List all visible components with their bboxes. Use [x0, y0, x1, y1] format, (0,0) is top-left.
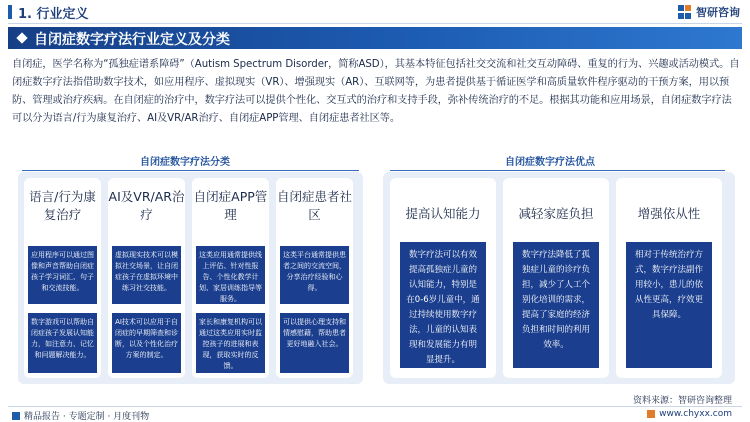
intro-paragraph: 自闭症，医学名称为“孤独症谱系障碍”（Autism Spectrum Disorder，简称ASD），其基本特征包括社交交流和社交互动障碍、重复的行为、兴趣或活动模式。自闭症数字疗法指借助数字技术，如应用程序、虚拟现实（VR）、增强现实（AR）、互联网等，为患者提供基于循证医学和高质量软件程序驱动的干预方案，用以预防、管理或治疗疾病。在自闭症的治疗中，数字疗法可以提供个性化、交互式的治疗和支持手段，弥补传统治疗的不足。根据其功能和应用场景，自闭症数字疗法可以分为语言/行为康复治疗、AI及VR/AR治疗、自闭症APP管理、自闭症患者社区等。	[12, 59, 740, 124]
top-bar	[0, 0, 750, 24]
advantage-title: 减轻家庭负担	[518, 206, 594, 221]
advantages-divider	[390, 170, 725, 171]
section-marker	[8, 5, 12, 19]
category-card	[276, 178, 353, 378]
category-title: 自闭症患者社区	[276, 189, 352, 222]
footer-website[interactable]: www.chyxx.com	[659, 409, 732, 419]
advantage-desc: 相对于传统治疗方式，数字疗法副作用较小，患儿的依从性更高，疗效更具保障。	[626, 242, 712, 368]
advantage-card	[390, 178, 496, 378]
diamond-icon	[16, 32, 27, 43]
category-card	[192, 178, 269, 378]
advantages-label: 自闭症数字疗法优点	[505, 157, 595, 168]
category-card	[108, 178, 185, 378]
advantage-card	[616, 178, 722, 378]
category-title: AI及VR/AR治疗	[108, 189, 185, 222]
advantage-desc: 数字疗法降低了孤独症儿童的诊疗负担，减少了人工个别化培训的需求，提高了家庭的经济负担和时间的利用效率。	[513, 242, 599, 368]
logo-icon	[678, 5, 692, 19]
footer-right[interactable]	[647, 409, 732, 419]
footer	[0, 406, 750, 422]
classification-divider	[22, 170, 359, 171]
logo-text: 智研咨询	[696, 6, 740, 19]
category-desc: 家长和康复机构可以通过这类应用实时监控孩子的进展和表现，获取实时的反馈。	[196, 313, 265, 373]
footer-tagline: 精品报告 · 专题定制 · 月度刊物	[24, 412, 150, 422]
brand-logo	[678, 4, 740, 20]
title-banner	[8, 27, 742, 49]
section-title: 1. 行业定义	[18, 7, 89, 22]
category-desc: AI技术可以应用于自闭症的早期筛查和诊断，以及个性化治疗方案的制定。	[112, 313, 181, 373]
top-divider	[8, 23, 742, 24]
category-title: 自闭症APP管理	[193, 189, 268, 222]
category-desc: 数字游戏可以帮助自闭症孩子发展认知能力，如注意力、记忆和问题解决能力。	[28, 313, 97, 373]
globe-icon	[647, 410, 655, 418]
category-card	[24, 178, 101, 378]
category-title: 语言/行为康复治疗	[29, 189, 96, 222]
report-icon	[12, 412, 20, 420]
source-note: 资料来源：智研咨询整理	[632, 396, 732, 406]
advantage-title: 增强依从性	[637, 206, 701, 221]
category-desc: 虚拟现实技术可以模拟社交场景，让自闭症孩子在虚拟环境中练习社交技能。	[112, 246, 181, 304]
advantage-title: 提高认知能力	[405, 206, 481, 221]
category-desc: 应用程序可以通过图像和声音帮助自闭症孩子学习词汇、句子和交流技能。	[28, 246, 97, 304]
advantage-desc: 数字疗法可以有效提高孤独症儿童的认知能力，特别是在0-6岁儿童中，通过持续使用数字疗法，儿童的认知表现和发展能力有明显提升。	[400, 242, 486, 368]
footer-left	[12, 409, 149, 422]
page-title: 自闭症数字疗法行业定义及分类	[34, 32, 230, 48]
category-desc: 这类平台通常提供患者之间的交流空间，分享治疗经验和心得。	[280, 246, 349, 304]
category-desc: 这类应用通常提供线上评估、针对性报告、个性化教学计划、家居训练指导等服务。	[196, 246, 265, 304]
classification-label: 自闭症数字疗法分类	[140, 157, 230, 168]
category-desc: 可以提供心理支持和情感慰藉，帮助患者更好地融入社会。	[280, 313, 349, 373]
advantage-card	[503, 178, 609, 378]
footer-divider	[8, 406, 742, 407]
